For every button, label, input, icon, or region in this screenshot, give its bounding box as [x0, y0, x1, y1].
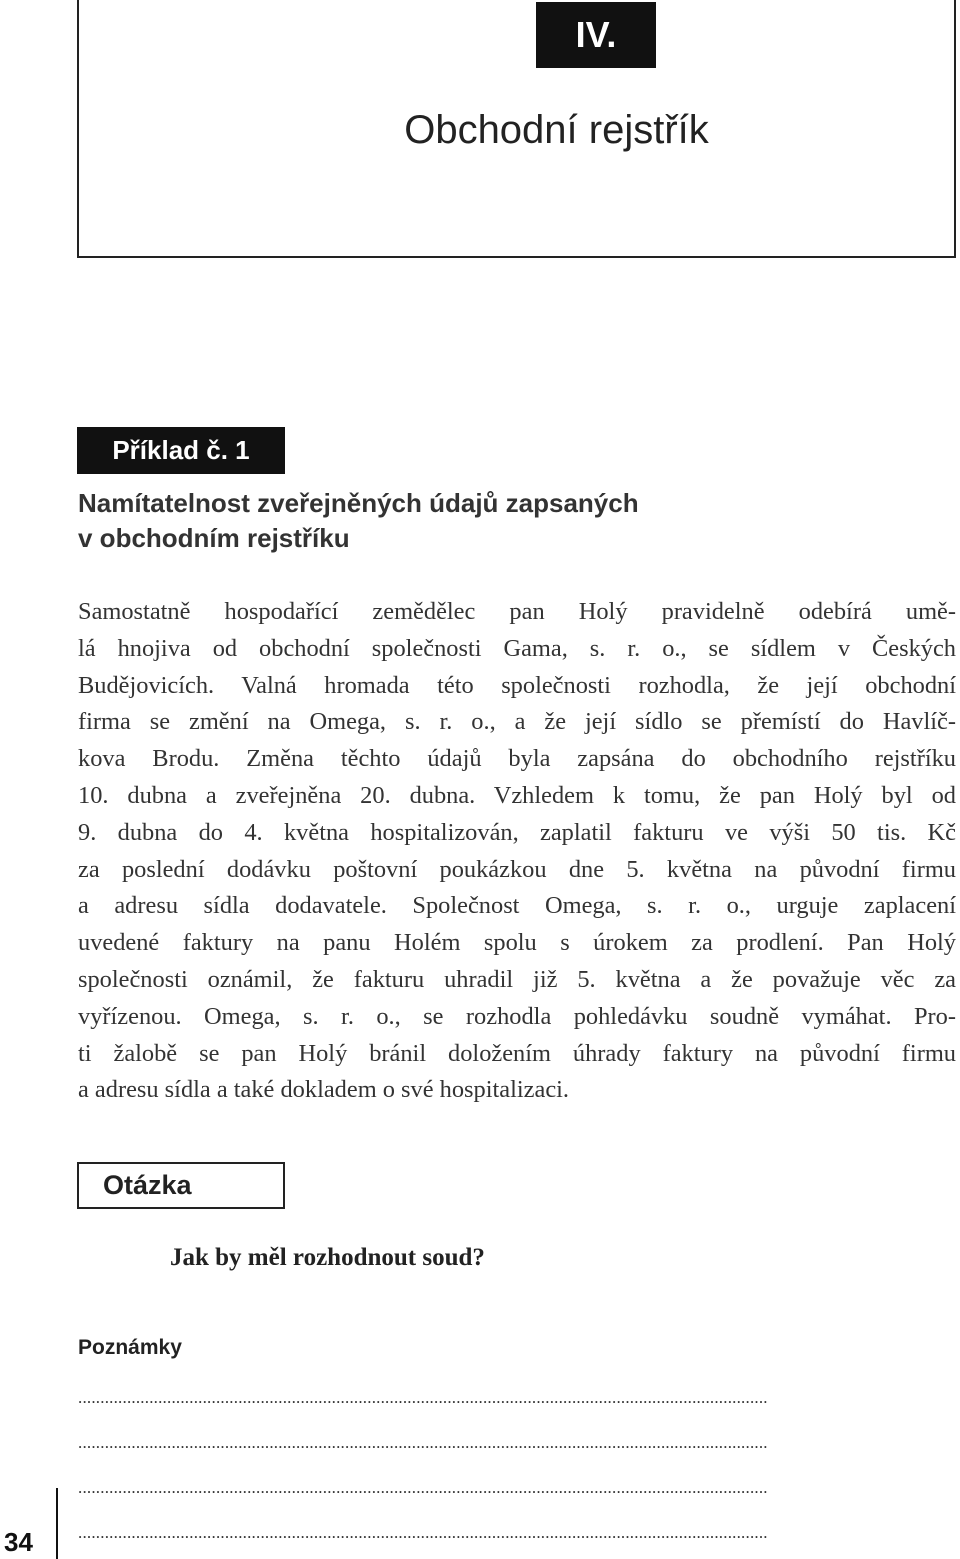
body-line: lá hnojiva od obchodní společnosti Gama, s. r. o., se sídlem v Českých [78, 634, 956, 662]
body-line: Samostatně hospodařící zemědělec pan Holý pravidelně odebírá umě- [78, 598, 956, 625]
chapter-number-badge: IV. [536, 2, 656, 68]
body-line: a adresu sídla a také dokladem o své hospitalizaci. [78, 1076, 570, 1104]
example-heading-line: v obchodním rejstříku [78, 523, 350, 553]
note-line: ........................................................................................................................................................... [78, 1523, 768, 1542]
chapter-title: Obchodní rejstřík [404, 108, 709, 152]
chapter-header-box [77, 0, 956, 258]
question-label: Otázka [77, 1162, 285, 1209]
example-label: Příklad č. 1 [77, 427, 285, 474]
page-number: 34 [4, 1527, 33, 1557]
example-heading [78, 486, 938, 556]
body-line: ti žalobě se pan Holý bránil doložením úhrady faktury na původní firmu [78, 1039, 956, 1067]
page-number-rule [56, 1488, 58, 1559]
question-text: Jak by měl rozhodnout soud? [170, 1244, 485, 1271]
body-line: za poslední dodávku poštovní poukázkou dne 5. května na původní firmu [78, 855, 956, 883]
body-line: firma se změní na Omega, s. r. o., a že její sídlo se přemístí do Havlíč- [78, 708, 956, 736]
note-line: ........................................................................................................................................................... [78, 1388, 768, 1407]
notes-label: Poznámky [78, 1336, 182, 1359]
body-line: uvedené faktury na panu Holém spolu s úrokem za prodlení. Pan Holý [78, 929, 956, 957]
note-line: ........................................................................................................................................................... [78, 1478, 768, 1497]
example-body [78, 594, 956, 1109]
body-line: kova Brodu. Změna těchto údajů byla zapsána do obchodního rejstříku [78, 745, 956, 773]
body-line: společnosti oznámil, že fakturu uhradil již 5. května a že považuje věc za [78, 965, 956, 993]
body-line: vyřízenou. Omega, s. r. o., se rozhodla pohledávku soudně vymáhat. Pro- [78, 1002, 956, 1030]
body-line: a adresu sídla dodavatele. Společnost Omega, s. r. o., urguje zaplacení [78, 892, 956, 920]
note-line: ........................................................................................................................................................... [78, 1433, 768, 1452]
body-line: 10. dubna a zveřejněna 20. dubna. Vzhledem k tomu, že pan Holý byl od [78, 781, 956, 809]
body-line: 9. dubna do 4. května hospitalizován, zaplatil fakturu ve výši 50 tis. Kč [78, 818, 956, 846]
example-heading-line: Namítatelnost zveřejněných údajů zapsaných [78, 488, 639, 518]
body-line: Budějovicích. Valná hromada této společnosti rozhodla, že její obchodní [78, 671, 956, 699]
